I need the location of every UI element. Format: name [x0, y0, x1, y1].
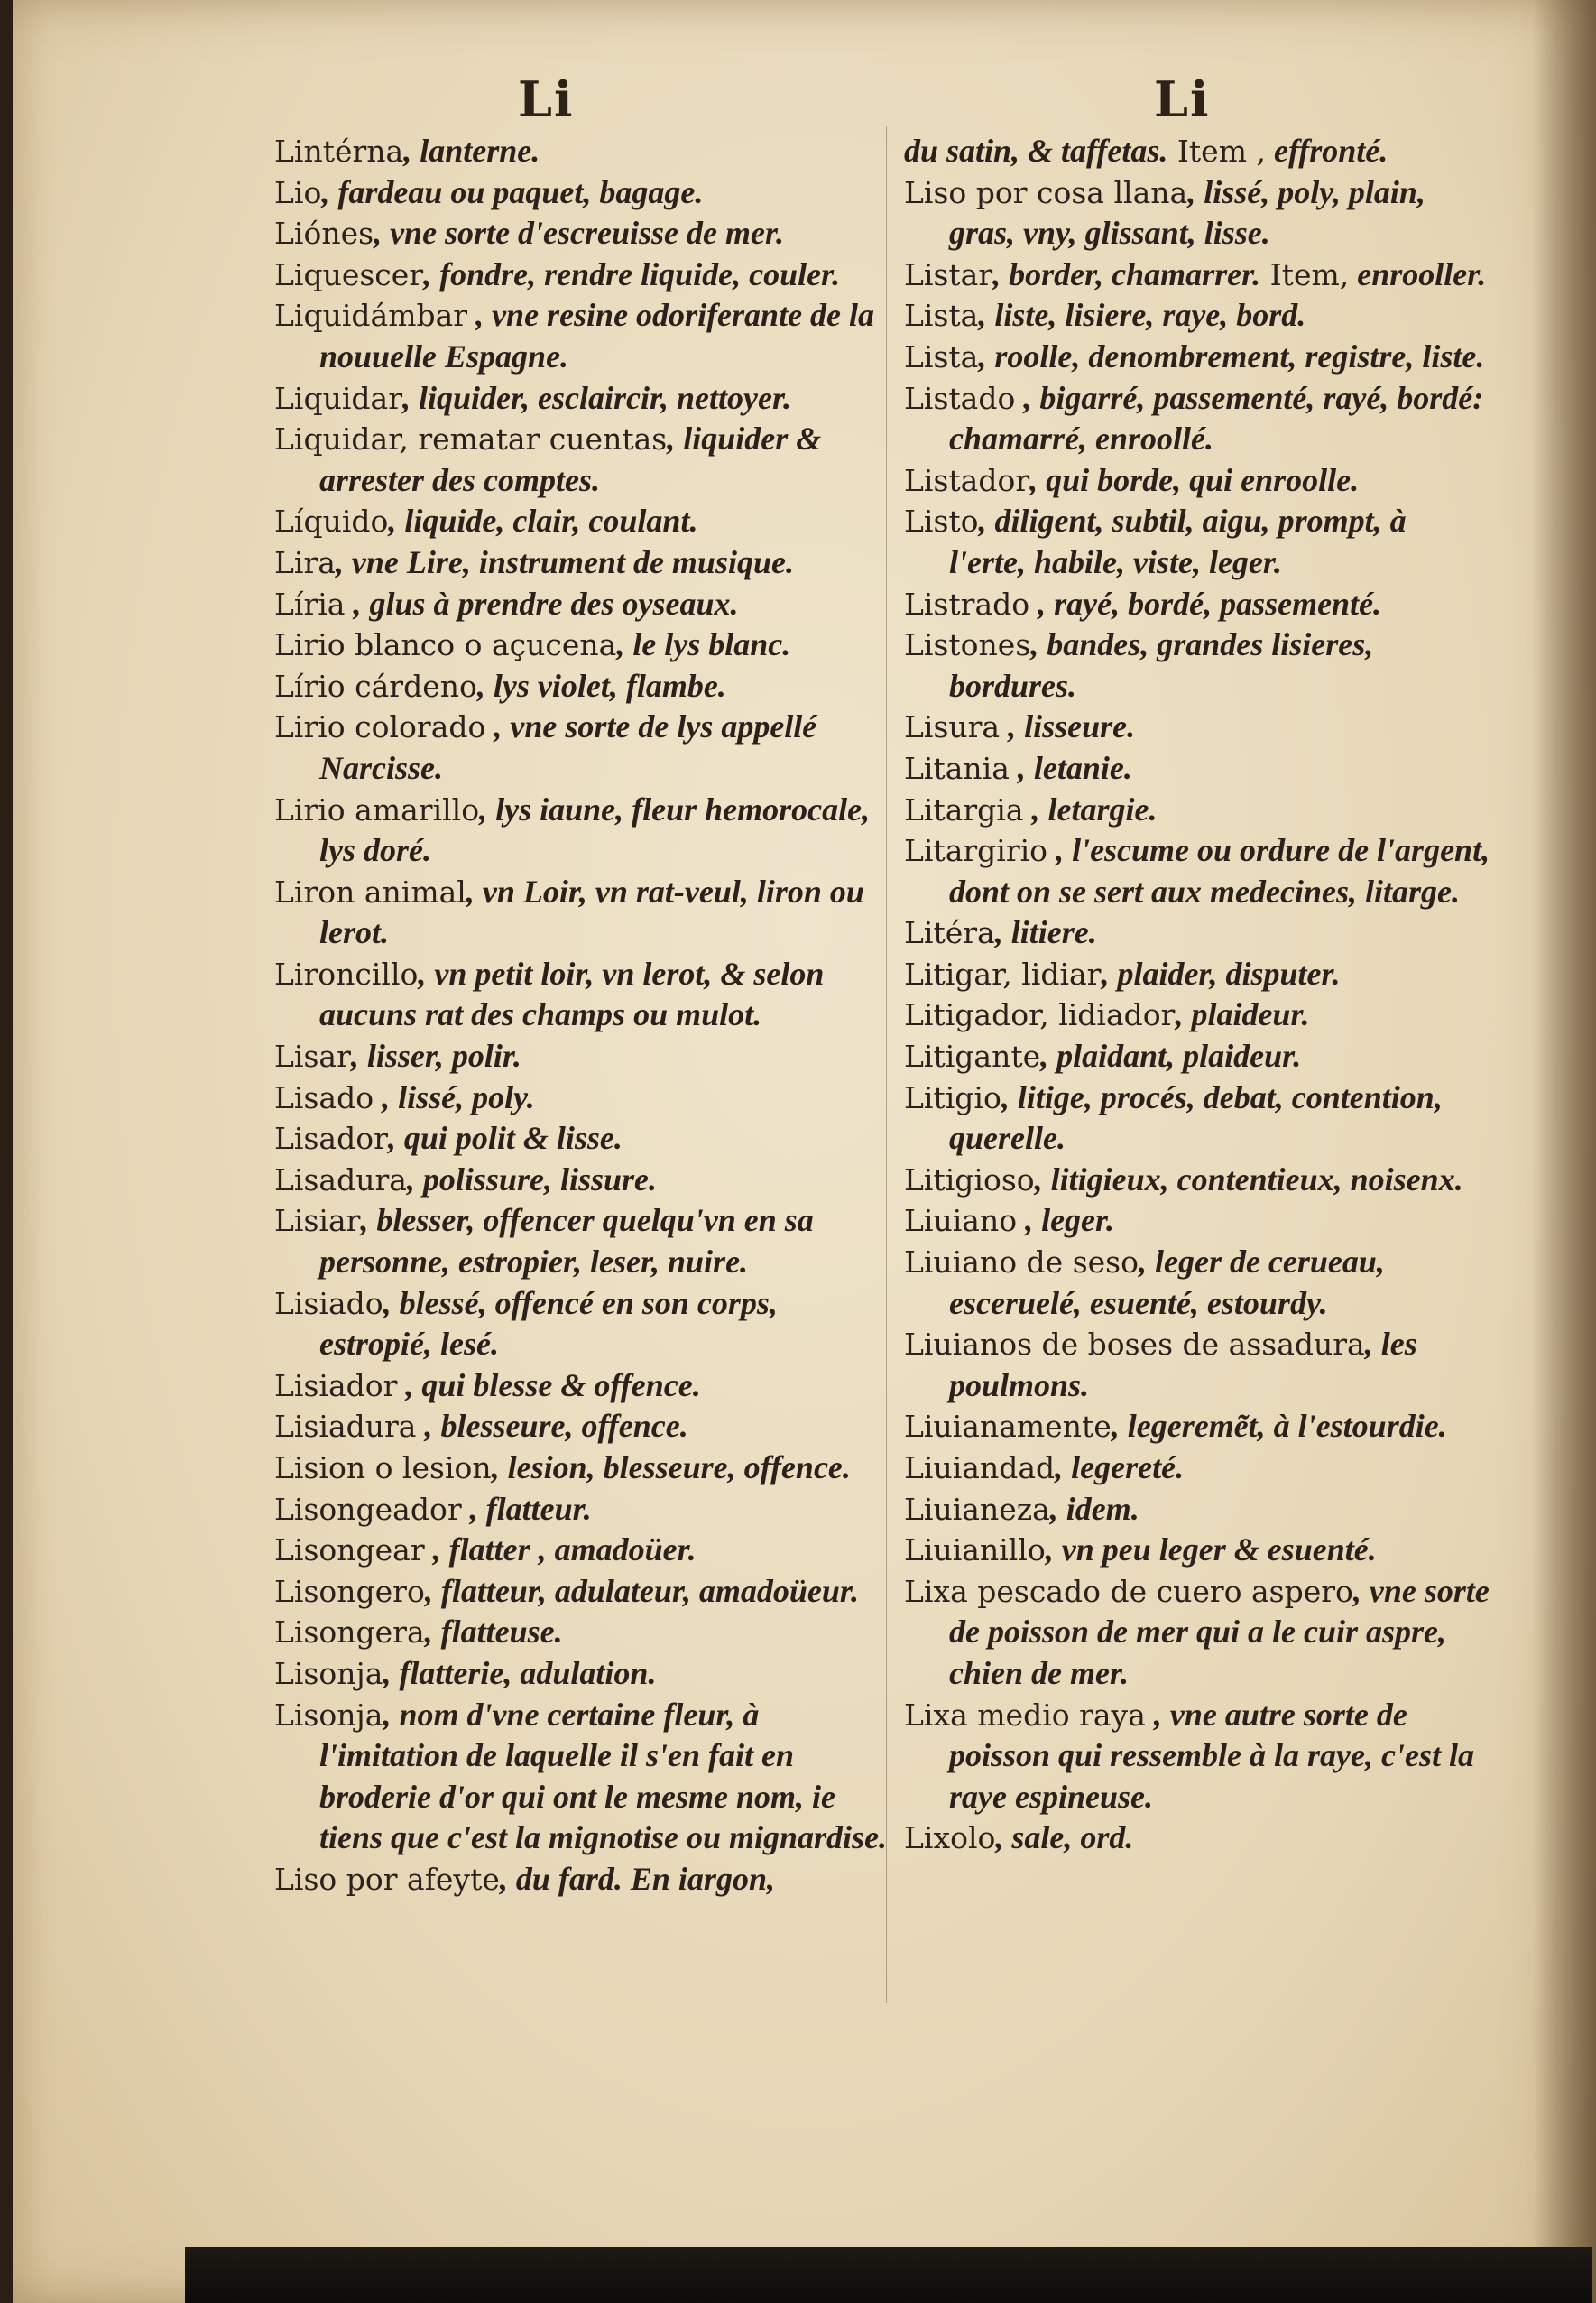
entry-term: Litigador, lidiador: [904, 997, 1176, 1033]
dictionary-entry: [274, 1859, 888, 1901]
entry-definition: , vne sorte de poisson de mer qui a le cuir aspre, chien de mer.: [949, 1572, 1490, 1691]
entry-term: Lixolo: [904, 1820, 996, 1856]
entry-definition: , lanterne.: [403, 133, 540, 169]
entry-definition-extra: effronté.: [1265, 133, 1388, 169]
entry-definition: , lisseure.: [1000, 708, 1136, 745]
entry-term: Líquido: [274, 504, 389, 540]
dictionary-entry: [904, 707, 1490, 748]
entry-term: Litargia: [904, 791, 1024, 828]
dictionary-entry: [904, 1036, 1490, 1078]
dictionary-entry: [274, 172, 888, 214]
entry-definition: , vne sorte d'escreuisse de mer.: [374, 215, 785, 252]
dictionary-entry: [274, 1283, 888, 1365]
entry-term: Líria: [274, 586, 346, 622]
entry-definition: , vn peu leger & esuenté.: [1045, 1531, 1377, 1568]
entry-definition: du satin, & taffetas.: [904, 133, 1168, 169]
entry-definition: , qui borde, qui enroolle.: [1029, 461, 1360, 498]
dictionary-entry: [274, 1036, 888, 1078]
entry-definition: , glus à prendre des oyseaux.: [345, 585, 739, 622]
entry-term: Lisar: [274, 1039, 351, 1075]
entry-term: Lisiador: [274, 1367, 398, 1403]
entry-term: Litigio: [904, 1079, 1001, 1115]
dictionary-entry: [274, 542, 888, 584]
entry-term: Lirio amarillo: [274, 791, 480, 828]
entry-definition: , plaideur.: [1175, 996, 1310, 1033]
entry-definition-extra: enrooller.: [1349, 255, 1487, 292]
dictionary-entry: [274, 1160, 888, 1201]
entry-definition: , idem.: [1049, 1490, 1139, 1527]
entry-definition: , blesser, offencer quelqu'vn en sa personne, estropier, leser, nuire.: [319, 1202, 814, 1281]
entry-term: Liron animal: [274, 874, 466, 910]
left-column: [274, 131, 888, 1901]
entry-term: Liuianillo: [904, 1532, 1046, 1568]
dictionary-entry: [904, 1489, 1490, 1531]
entry-term: Lista: [904, 298, 979, 334]
entry-item-marker: Item ,: [1167, 134, 1266, 169]
dictionary-entry: [274, 624, 888, 666]
dictionary-entry: [904, 994, 1490, 1036]
entry-definition: , flatteur, adulateur, amadoüeur.: [424, 1572, 859, 1609]
entry-definition: , lys iaune, fleur hemorocale, lys doré.: [319, 791, 871, 869]
dictionary-entry: [904, 1324, 1490, 1406]
entry-definition: , letargie.: [1023, 791, 1158, 828]
entry-definition: , fondre, rendre liquide, couler.: [423, 255, 841, 292]
entry-definition: , rayé, bordé, passementé.: [1029, 585, 1382, 622]
entry-term: Liuiandad: [904, 1450, 1056, 1485]
entry-definition: , liquider & arrester des comptes.: [319, 421, 822, 498]
dictionary-entry: [274, 1612, 888, 1653]
dictionary-entry: [904, 584, 1490, 625]
dictionary-entry: [904, 501, 1490, 583]
entry-term: Lisiar: [274, 1203, 361, 1239]
entry-term: Listo: [904, 504, 979, 540]
entry-definition: , blesseure, offence.: [416, 1408, 688, 1445]
entry-term: Lirio colorado: [274, 709, 486, 745]
entry-definition: , vn petit loir, vn lerot, & selon aucuns rat des champs ou mulot.: [319, 955, 825, 1033]
dictionary-entry: [274, 1118, 888, 1160]
entry-term: Lisongera: [274, 1614, 425, 1651]
dictionary-entry: [274, 790, 888, 872]
dictionary-entry: [274, 1653, 888, 1695]
entry-term: Lisiadura: [274, 1409, 417, 1445]
scan-border-bottom: [185, 2247, 1592, 2303]
dictionary-entry: [274, 501, 888, 542]
entry-definition: , liquide, clair, coulant.: [388, 503, 698, 540]
entry-definition: , vne Lire, instrument de musique.: [335, 543, 794, 580]
entry-definition: , nom d'vne certaine fleur, à l'imitation de laquelle il s'en fait en broderie d'or qui ont le mesme nom, ie tiens que c'est la mignotise ou mignardise.: [319, 1696, 888, 1856]
entry-definition: , lissé, poly, plain, gras, vny, glissant, lisse.: [949, 173, 1425, 252]
entry-definition: , flatterie, adulation.: [383, 1654, 657, 1691]
dictionary-entry: [274, 131, 888, 172]
entry-term: Litigante: [904, 1039, 1041, 1075]
right-column: [904, 131, 1490, 1859]
entry-definition: , border, chamarrer.: [992, 255, 1261, 292]
dictionary-entry: [904, 295, 1490, 337]
entry-term: Litargirio: [904, 833, 1048, 869]
dictionary-entry: [274, 584, 888, 625]
entry-definition: , l'escume ou ordure de l'argent, dont on se sert aux medecines, litarge.: [949, 832, 1490, 910]
entry-definition: , liste, lisiere, raye, bord.: [978, 297, 1306, 334]
entry-definition: , litige, procés, debat, contention, querelle.: [949, 1078, 1443, 1157]
entry-definition: , roolle, denombrement, registre, liste.: [978, 338, 1485, 375]
dictionary-entry: [904, 1817, 1490, 1859]
dictionary-entry: [274, 213, 888, 254]
entry-definition: , litigieux, contentieux, noisenx.: [1034, 1161, 1463, 1198]
entry-term: Listado: [904, 380, 1016, 416]
page-edge-shadow: [1533, 0, 1596, 2303]
entry-term: Liuianeza: [904, 1491, 1050, 1527]
dictionary-entry: [904, 337, 1490, 378]
dictionary-entry: [274, 378, 888, 420]
entry-definition: , bigarré, passementé, rayé, bordé: chamarré, enroollé.: [949, 379, 1484, 458]
dictionary-entry: [904, 1406, 1490, 1447]
entry-term: Listador: [904, 462, 1030, 498]
entry-term: Lisado: [274, 1079, 374, 1115]
entry-item-marker: Item,: [1260, 256, 1350, 292]
entry-term: Litigar, lidiar: [904, 956, 1102, 992]
entry-definition: , legeremẽt, à l'estourdie.: [1111, 1408, 1447, 1445]
dictionary-entry: [274, 666, 888, 708]
dictionary-entry: [274, 1200, 888, 1282]
entry-definition: , leger de cerueau, esceruelé, esuenté, estourdy.: [949, 1244, 1385, 1321]
entry-term: Lírio cárdeno: [274, 668, 477, 704]
entry-definition: , flatteur.: [461, 1490, 592, 1527]
dictionary-entry: [274, 1365, 888, 1407]
entry-definition: , vn Loir, vn rat-veul, liron ou lerot.: [319, 873, 864, 951]
dictionary-entry: [274, 872, 888, 954]
entry-definition: , vne autre sorte de poisson qui ressemble à la raye, c'est la raye espineuse.: [949, 1696, 1474, 1815]
entry-term: Litéra: [904, 915, 995, 951]
entry-term: Listar: [904, 256, 993, 292]
entry-definition: , flatter , amadoüer.: [424, 1531, 697, 1568]
entry-term: Lisura: [904, 709, 1001, 745]
entry-term: Listones: [904, 627, 1031, 663]
dictionary-entry: [274, 295, 888, 377]
dictionary-entry: [904, 378, 1490, 460]
dictionary-entry: [904, 748, 1490, 790]
dictionary-entry: [274, 707, 888, 789]
dictionary-entry: [904, 790, 1490, 831]
entry-definition: , qui polit & lisse.: [387, 1120, 623, 1157]
right-running-header: Li: [1154, 70, 1211, 128]
dictionary-entry: [904, 131, 1490, 172]
dictionary-entry: [904, 1530, 1490, 1571]
entry-definition: , diligent, subtil, aigu, prompt, à l'erte, habile, viste, leger.: [949, 503, 1407, 580]
entry-definition: , liquider, esclaircir, nettoyer.: [401, 379, 791, 416]
entry-term: Lisadura: [274, 1161, 407, 1198]
entry-term: Litigioso: [904, 1161, 1035, 1198]
entry-definition: , lesion, blesseure, offence.: [491, 1449, 851, 1485]
entry-definition: , lissé, poly.: [374, 1078, 535, 1115]
entry-definition: , fardeau ou paquet, bagage.: [321, 173, 704, 210]
dictionary-entry: [904, 460, 1490, 502]
entry-term: Liónes: [274, 216, 374, 252]
dictionary-entry: [904, 1160, 1490, 1201]
entry-definition: , bandes, grandes lisieres, bordures.: [949, 626, 1374, 704]
entry-definition: , flatteuse.: [424, 1614, 563, 1651]
entry-term: Liquidar: [274, 380, 402, 416]
entry-term: Lisongear: [274, 1532, 425, 1568]
entry-definition: , polissure, lissure.: [406, 1161, 657, 1198]
entry-term: Lio: [274, 174, 322, 210]
entry-term: Lisiado: [274, 1285, 383, 1321]
entry-term: Liuianos de boses de assadura: [904, 1327, 1365, 1363]
entry-term: Lisongero: [274, 1573, 425, 1609]
dictionary-entry: [904, 1695, 1490, 1818]
entry-term: Listrado: [904, 586, 1030, 622]
entry-definition: , qui blesse & offence.: [397, 1366, 701, 1403]
dictionary-entry: [274, 1530, 888, 1571]
entry-definition: , plaider, disputer.: [1101, 955, 1341, 992]
entry-term: Lisonja: [274, 1697, 383, 1733]
entry-definition: , legereté.: [1055, 1449, 1185, 1485]
entry-definition: , sale, ord.: [995, 1819, 1134, 1856]
entry-term: Lision o lesion: [274, 1450, 492, 1485]
dictionary-entry: [904, 1571, 1490, 1695]
dictionary-entry: [904, 254, 1490, 296]
dictionary-entry: [274, 954, 888, 1036]
dictionary-entry: [274, 1406, 888, 1447]
entry-definition: , le lys blanc.: [616, 626, 791, 663]
left-running-header: Li: [518, 70, 575, 128]
dictionary-entry: [904, 954, 1490, 995]
entry-definition: , lisser, polir.: [350, 1038, 521, 1075]
dictionary-entry: [904, 172, 1490, 254]
entry-term: Liuiano: [904, 1203, 1018, 1239]
dictionary-entry: [904, 1200, 1490, 1242]
entry-term: Liso por afeyte: [274, 1861, 500, 1897]
entry-term: Liquescer: [274, 256, 424, 292]
entry-term: Lirio blanco o açucena: [274, 627, 617, 663]
entry-term: Lisador: [274, 1121, 388, 1157]
entry-definition: , leger.: [1017, 1202, 1115, 1239]
dictionary-entry: [904, 1447, 1490, 1489]
dictionary-entry: [274, 1078, 888, 1119]
dictionary-entry: [904, 1242, 1490, 1324]
dictionary-entry: [904, 1078, 1490, 1160]
entry-definition: , vne resine odoriferante de la nouuelle Espagne.: [319, 297, 875, 375]
entry-term: Lista: [904, 338, 979, 375]
entry-term: Lisongeador: [274, 1491, 462, 1527]
entry-term: Lixa pescado de cuero aspero: [904, 1573, 1353, 1609]
dictionary-entry: [904, 624, 1490, 707]
entry-term: Liuianamente: [904, 1409, 1112, 1445]
entry-definition: , lys violet, flambe.: [476, 667, 726, 704]
dictionary-entry: [274, 419, 888, 501]
dictionary-entry: [274, 1447, 888, 1489]
dictionary-entry: [274, 1489, 888, 1531]
dictionary-entry: [904, 830, 1490, 912]
dictionary-page: [13, 0, 1596, 2303]
entry-term: Lironcillo: [274, 956, 419, 992]
dictionary-entry: [274, 1571, 888, 1613]
entry-definition: , plaidant, plaideur.: [1040, 1038, 1302, 1075]
entry-definition: , litiere.: [994, 914, 1097, 951]
entry-definition: , blessé, offencé en son corps, estropié, lesé.: [319, 1284, 778, 1363]
dictionary-entry: [904, 912, 1490, 954]
dictionary-entry: [274, 1695, 888, 1859]
entry-term: Lintérna: [274, 134, 404, 169]
entry-definition: , vne sorte de lys appellé Narcisse.: [319, 708, 817, 786]
entry-term: Liso por cosa llana: [904, 174, 1188, 210]
entry-term: Liquidámbar: [274, 298, 468, 334]
dictionary-entry: [274, 254, 888, 296]
entry-term: Lisonja: [274, 1655, 383, 1691]
entry-definition: , les poulmons.: [949, 1326, 1417, 1403]
entry-term: Lixa medio raya: [904, 1697, 1146, 1733]
entry-term: Litania: [904, 750, 1010, 786]
entry-term: Liuiano de seso: [904, 1244, 1139, 1281]
entry-term: Liquidar, rematar cuentas: [274, 421, 668, 458]
entry-definition: , du fard. En iargon,: [499, 1860, 775, 1897]
entry-definition: , letanie.: [1009, 749, 1132, 786]
entry-term: Lira: [274, 544, 336, 580]
